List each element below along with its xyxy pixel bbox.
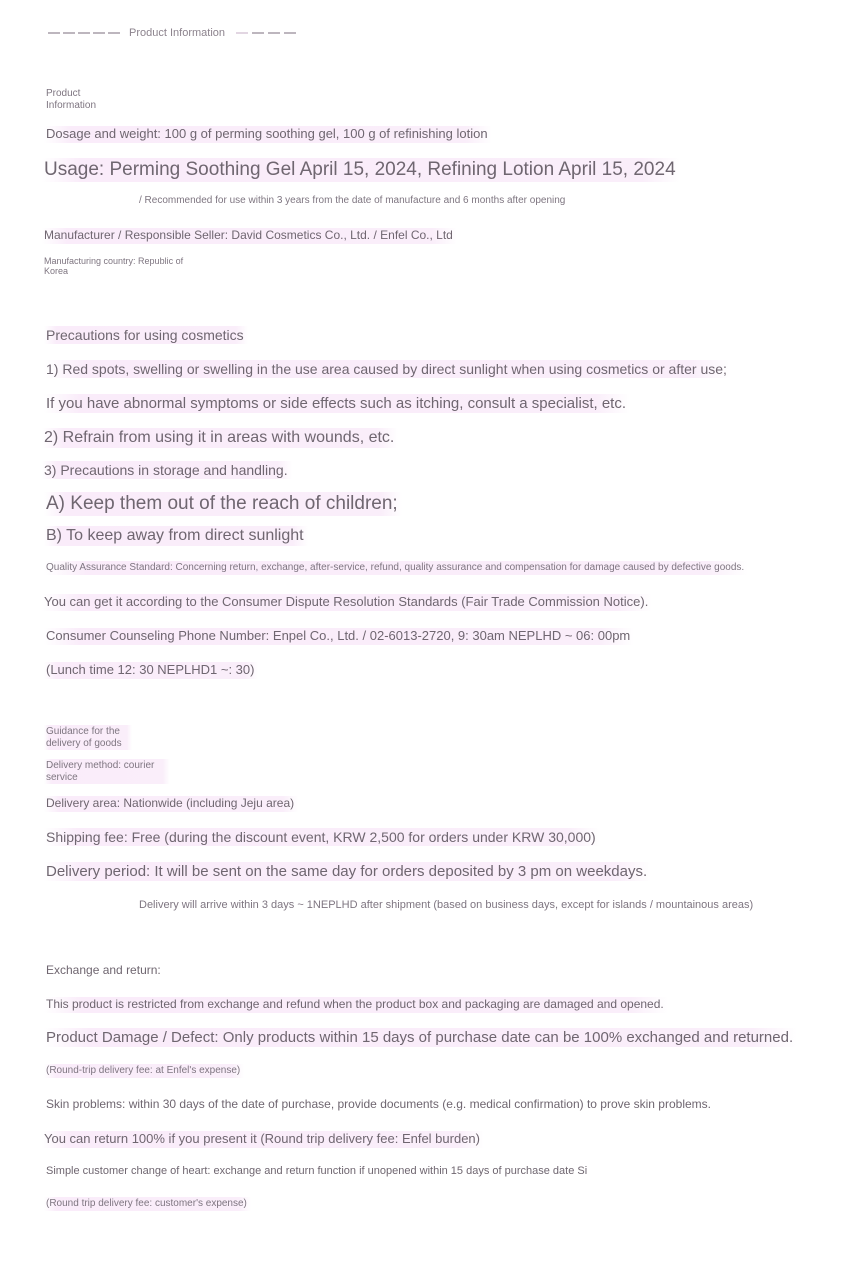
precaution-item-6: B) To keep away from direct sunlight xyxy=(44,526,308,546)
usage-text: Usage: Perming Soothing Gel April 15, 2024, Refining Lotion April 15, 2024 xyxy=(42,158,680,182)
header-dash-left-5 xyxy=(108,32,120,34)
precaution-item-1: 1) Red spots, swelling or swelling in the use area caused by direct sunlight when using cosmetics or after use; xyxy=(44,360,731,378)
return-100-text: You can return 100% if you present it (Round trip delivery fee: Enfel burden) xyxy=(42,1131,484,1148)
recommended-text: / Recommended for use within 3 years from the date of manufacture and 6 months after opening xyxy=(139,195,566,206)
change-of-heart-text: Simple customer change of heart: exchange and return function if unopened within 15 days of purchase date Si xyxy=(46,1165,588,1177)
product-section-label: Product Information xyxy=(46,88,97,111)
header-dash-right-3 xyxy=(268,32,280,34)
delivery-area-text: Delivery area: Nationwide (including Jeju area) xyxy=(44,796,298,812)
lunch-text: (Lunch time 12: 30 NEPLHD1 ~: 30) xyxy=(44,662,258,679)
quality-standard-text: Quality Assurance Standard: Concerning return, exchange, after-service, refund, quality assurance and compensation for damage caused by defective goods. xyxy=(44,561,748,575)
page-title: Product Information xyxy=(129,27,225,39)
header-dash-right-2 xyxy=(252,32,264,34)
precaution-item-4: 3) Precautions in storage and handling. xyxy=(42,461,292,479)
header-dash-right-4 xyxy=(284,32,296,34)
skin-problems-text: Skin problems: within 30 days of the date of purchase, provide documents (e.g. medical confirmation) to prove skin problems. xyxy=(46,1097,711,1111)
roundtrip-fee-1: (Round-trip delivery fee: at Enfel's expense) xyxy=(44,1064,244,1078)
delivery-guidance-label: Guidance for the delivery of goods xyxy=(44,725,132,750)
delivery-period-text: Delivery period: It will be sent on the same day for orders deposited by 3 pm on weekdays. xyxy=(44,862,651,881)
dosage-text: Dosage and weight: 100 g of perming soothing gel, 100 g of refinishing lotion xyxy=(44,126,492,143)
exchange-restricted-text: This product is restricted from exchange and refund when the product box and packaging are damaged and opened. xyxy=(44,997,668,1013)
header-dash-left-2 xyxy=(63,32,75,34)
precaution-item-5: A) Keep them out of the reach of children; xyxy=(44,492,402,516)
dispute-text: You can get it according to the Consumer Dispute Resolution Standards (Fair Trade Commission Notice). xyxy=(42,594,652,611)
header-dash-right-1 xyxy=(236,32,248,34)
header-dash-left-3 xyxy=(78,32,90,34)
header-dash-left-4 xyxy=(93,32,105,34)
exchange-title: Exchange and return: xyxy=(46,963,161,977)
country-text: Manufacturing country: Republic of Korea xyxy=(44,256,184,277)
roundtrip-fee-2: (Round trip delivery fee: customer's expense) xyxy=(44,1197,251,1211)
product-damage-text: Product Damage / Defect: Only products within 15 days of purchase date can be 100% exchanged and returned. xyxy=(44,1028,797,1047)
precaution-item-3: 2) Refrain from using it in areas with wounds, etc. xyxy=(42,428,398,448)
manufacturer-text: Manufacturer / Responsible Seller: David Cosmetics Co., Ltd. / Enfel Co., Ltd xyxy=(42,228,457,244)
delivery-arrival-text: Delivery will arrive within 3 days ~ 1NEPLHD after shipment (based on business days, except for islands / mountainous areas) xyxy=(139,899,754,911)
shipping-fee-text: Shipping fee: Free (during the discount event, KRW 2,500 for orders under KRW 30,000) xyxy=(44,828,600,846)
delivery-method-text: Delivery method: courier service xyxy=(44,759,170,784)
precaution-item-2: If you have abnormal symptoms or side effects such as itching, consult a specialist, etc. xyxy=(44,394,630,413)
phone-text: Consumer Counseling Phone Number: Enpel Co., Ltd. / 02-6013-2720, 9: 30am NEPLHD ~ 06: 00pm xyxy=(44,628,634,645)
header-dash-left-1 xyxy=(48,32,60,34)
precautions-title: Precautions for using cosmetics xyxy=(44,326,248,344)
